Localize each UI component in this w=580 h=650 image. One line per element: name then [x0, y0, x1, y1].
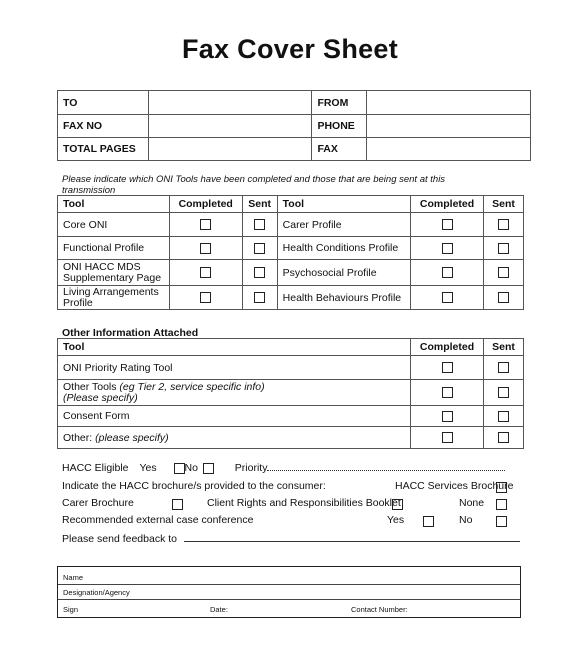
rights-booklet-label: Client Rights and Responsibilities Booklet	[207, 497, 401, 509]
completed-header-right: Completed	[411, 196, 484, 213]
conference-no-checkbox[interactable]	[496, 516, 507, 527]
completed-checkbox[interactable]	[442, 432, 453, 443]
name-line	[58, 584, 520, 585]
please-specify-hint: (Please specify)	[63, 391, 138, 404]
tool-name: Health Behaviours Profile	[277, 286, 410, 310]
conference-yes-checkbox[interactable]	[423, 516, 434, 527]
table-row	[58, 286, 524, 310]
tool-name: Carer Profile	[277, 213, 410, 237]
sent-checkbox[interactable]	[498, 292, 509, 303]
carer-brochure-label: Carer Brochure	[62, 497, 134, 509]
other-tools-hint: (eg Tier 2, service specific info)	[119, 380, 265, 393]
completed-checkbox[interactable]	[200, 292, 211, 303]
carer-brochure-row	[62, 497, 522, 509]
hacc-eligible-row	[62, 462, 522, 474]
sent-checkbox[interactable]	[498, 432, 509, 443]
other-sent-header: Sent	[484, 339, 524, 356]
other-tool-header: Tool	[58, 339, 411, 356]
tool-header-left: Tool	[58, 196, 170, 213]
page-title: Fax Cover Sheet	[181, 34, 399, 64]
header-fields-table	[57, 90, 531, 161]
brochure-row	[62, 480, 522, 492]
sent-header-left: Sent	[242, 196, 277, 213]
feedback-field[interactable]	[184, 531, 520, 542]
table-row	[58, 237, 524, 260]
services-brochure-label: HACC Services Brochure	[395, 480, 514, 492]
table-row	[58, 427, 524, 449]
conference-no-label: No	[459, 514, 473, 526]
contact-number-label: Contact Number:	[351, 605, 408, 614]
hacc-no-checkbox[interactable]	[203, 463, 214, 474]
completed-checkbox[interactable]	[442, 387, 453, 398]
conference-yes-label: Yes	[387, 514, 405, 526]
sent-checkbox[interactable]	[498, 362, 509, 373]
tool-name: Functional Profile	[58, 237, 170, 260]
none-checkbox[interactable]	[496, 499, 507, 510]
phone-label: PHONE	[312, 115, 367, 138]
tool-name: Core ONI	[58, 213, 170, 237]
completed-checkbox[interactable]	[200, 219, 211, 230]
total-pages-label: TOTAL PAGES	[58, 138, 149, 161]
hacc-no-label: No	[184, 462, 198, 474]
case-conference-row	[62, 514, 522, 526]
to-field[interactable]	[148, 91, 312, 115]
feedback-row	[62, 531, 522, 545]
name-label: Name	[63, 573, 84, 582]
fax-no-field[interactable]	[148, 115, 312, 138]
hacc-yes-label: Yes	[139, 462, 157, 474]
signature-box	[57, 566, 521, 618]
other-tools-label: Other Tools	[63, 380, 120, 393]
completed-header-left: Completed	[169, 196, 242, 213]
other-label: Other:	[63, 431, 96, 444]
from-label: FROM	[312, 91, 367, 115]
table-row	[58, 406, 524, 427]
designation-line	[58, 599, 520, 600]
other-hint: (please specify)	[95, 431, 169, 444]
tool-name: ONI Priority Rating Tool	[58, 356, 411, 380]
tool-name	[58, 427, 411, 449]
sent-checkbox[interactable]	[254, 219, 265, 230]
completed-checkbox[interactable]	[442, 411, 453, 422]
table-row	[58, 380, 524, 406]
sent-checkbox[interactable]	[498, 267, 509, 278]
completed-checkbox[interactable]	[442, 219, 453, 230]
case-conference-label: Recommended external case conference	[62, 514, 254, 526]
completed-checkbox[interactable]	[442, 243, 453, 254]
sign-label: Sign	[63, 605, 79, 614]
feedback-label: Please send feedback to	[62, 533, 177, 545]
sent-checkbox[interactable]	[498, 411, 509, 422]
completed-checkbox[interactable]	[442, 362, 453, 373]
carer-brochure-checkbox[interactable]	[172, 499, 183, 510]
table-row	[58, 260, 524, 286]
table-row	[58, 356, 524, 380]
tool-name	[58, 380, 411, 406]
to-label: TO	[58, 91, 149, 115]
hacc-eligible-label: HACC Eligible	[62, 462, 129, 474]
tool-name: Health Conditions Profile	[277, 237, 410, 260]
tool-name: ONI HACC MDS Supplementary Page	[58, 260, 170, 286]
date-label: Date:	[210, 605, 228, 614]
instructions-text: Please indicate which ONI Tools have been completed and those that are being sent at this transmission	[62, 174, 446, 196]
phone-field[interactable]	[367, 115, 531, 138]
oni-tools-table	[57, 195, 524, 310]
priority-label: Priority	[234, 462, 268, 474]
sent-checkbox[interactable]	[498, 219, 509, 230]
tool-name: Psychosocial Profile	[277, 260, 410, 286]
sent-checkbox[interactable]	[254, 243, 265, 254]
tool-header-right: Tool	[277, 196, 410, 213]
services-brochure-checkbox[interactable]	[496, 482, 507, 493]
completed-checkbox[interactable]	[442, 292, 453, 303]
sent-checkbox[interactable]	[498, 243, 509, 254]
other-completed-header: Completed	[411, 339, 484, 356]
total-pages-field[interactable]	[148, 138, 312, 161]
sent-checkbox[interactable]	[254, 292, 265, 303]
fax-no-label: FAX NO	[58, 115, 149, 138]
sent-checkbox[interactable]	[498, 387, 509, 398]
table-row	[58, 213, 524, 237]
other-info-heading: Other Information Attached	[62, 327, 199, 339]
none-label: None	[459, 497, 485, 509]
other-info-table	[57, 338, 524, 449]
from-field[interactable]	[367, 91, 531, 115]
fax-label: FAX	[312, 138, 367, 161]
completed-checkbox[interactable]	[200, 267, 211, 278]
completed-checkbox[interactable]	[442, 267, 453, 278]
sent-checkbox[interactable]	[254, 267, 265, 278]
tool-name: Living Arrangements Profile	[58, 286, 170, 310]
completed-checkbox[interactable]	[200, 243, 211, 254]
priority-field[interactable]	[267, 470, 505, 471]
brochure-label: Indicate the HACC brochure/s provided to the consumer:	[62, 480, 326, 492]
designation-label: Designation/Agency	[63, 588, 130, 597]
fax-field[interactable]	[367, 138, 531, 161]
rights-booklet-checkbox[interactable]	[392, 499, 403, 510]
sent-header-right: Sent	[484, 196, 524, 213]
tool-name: Consent Form	[58, 406, 411, 427]
hacc-yes-checkbox[interactable]	[174, 463, 185, 474]
